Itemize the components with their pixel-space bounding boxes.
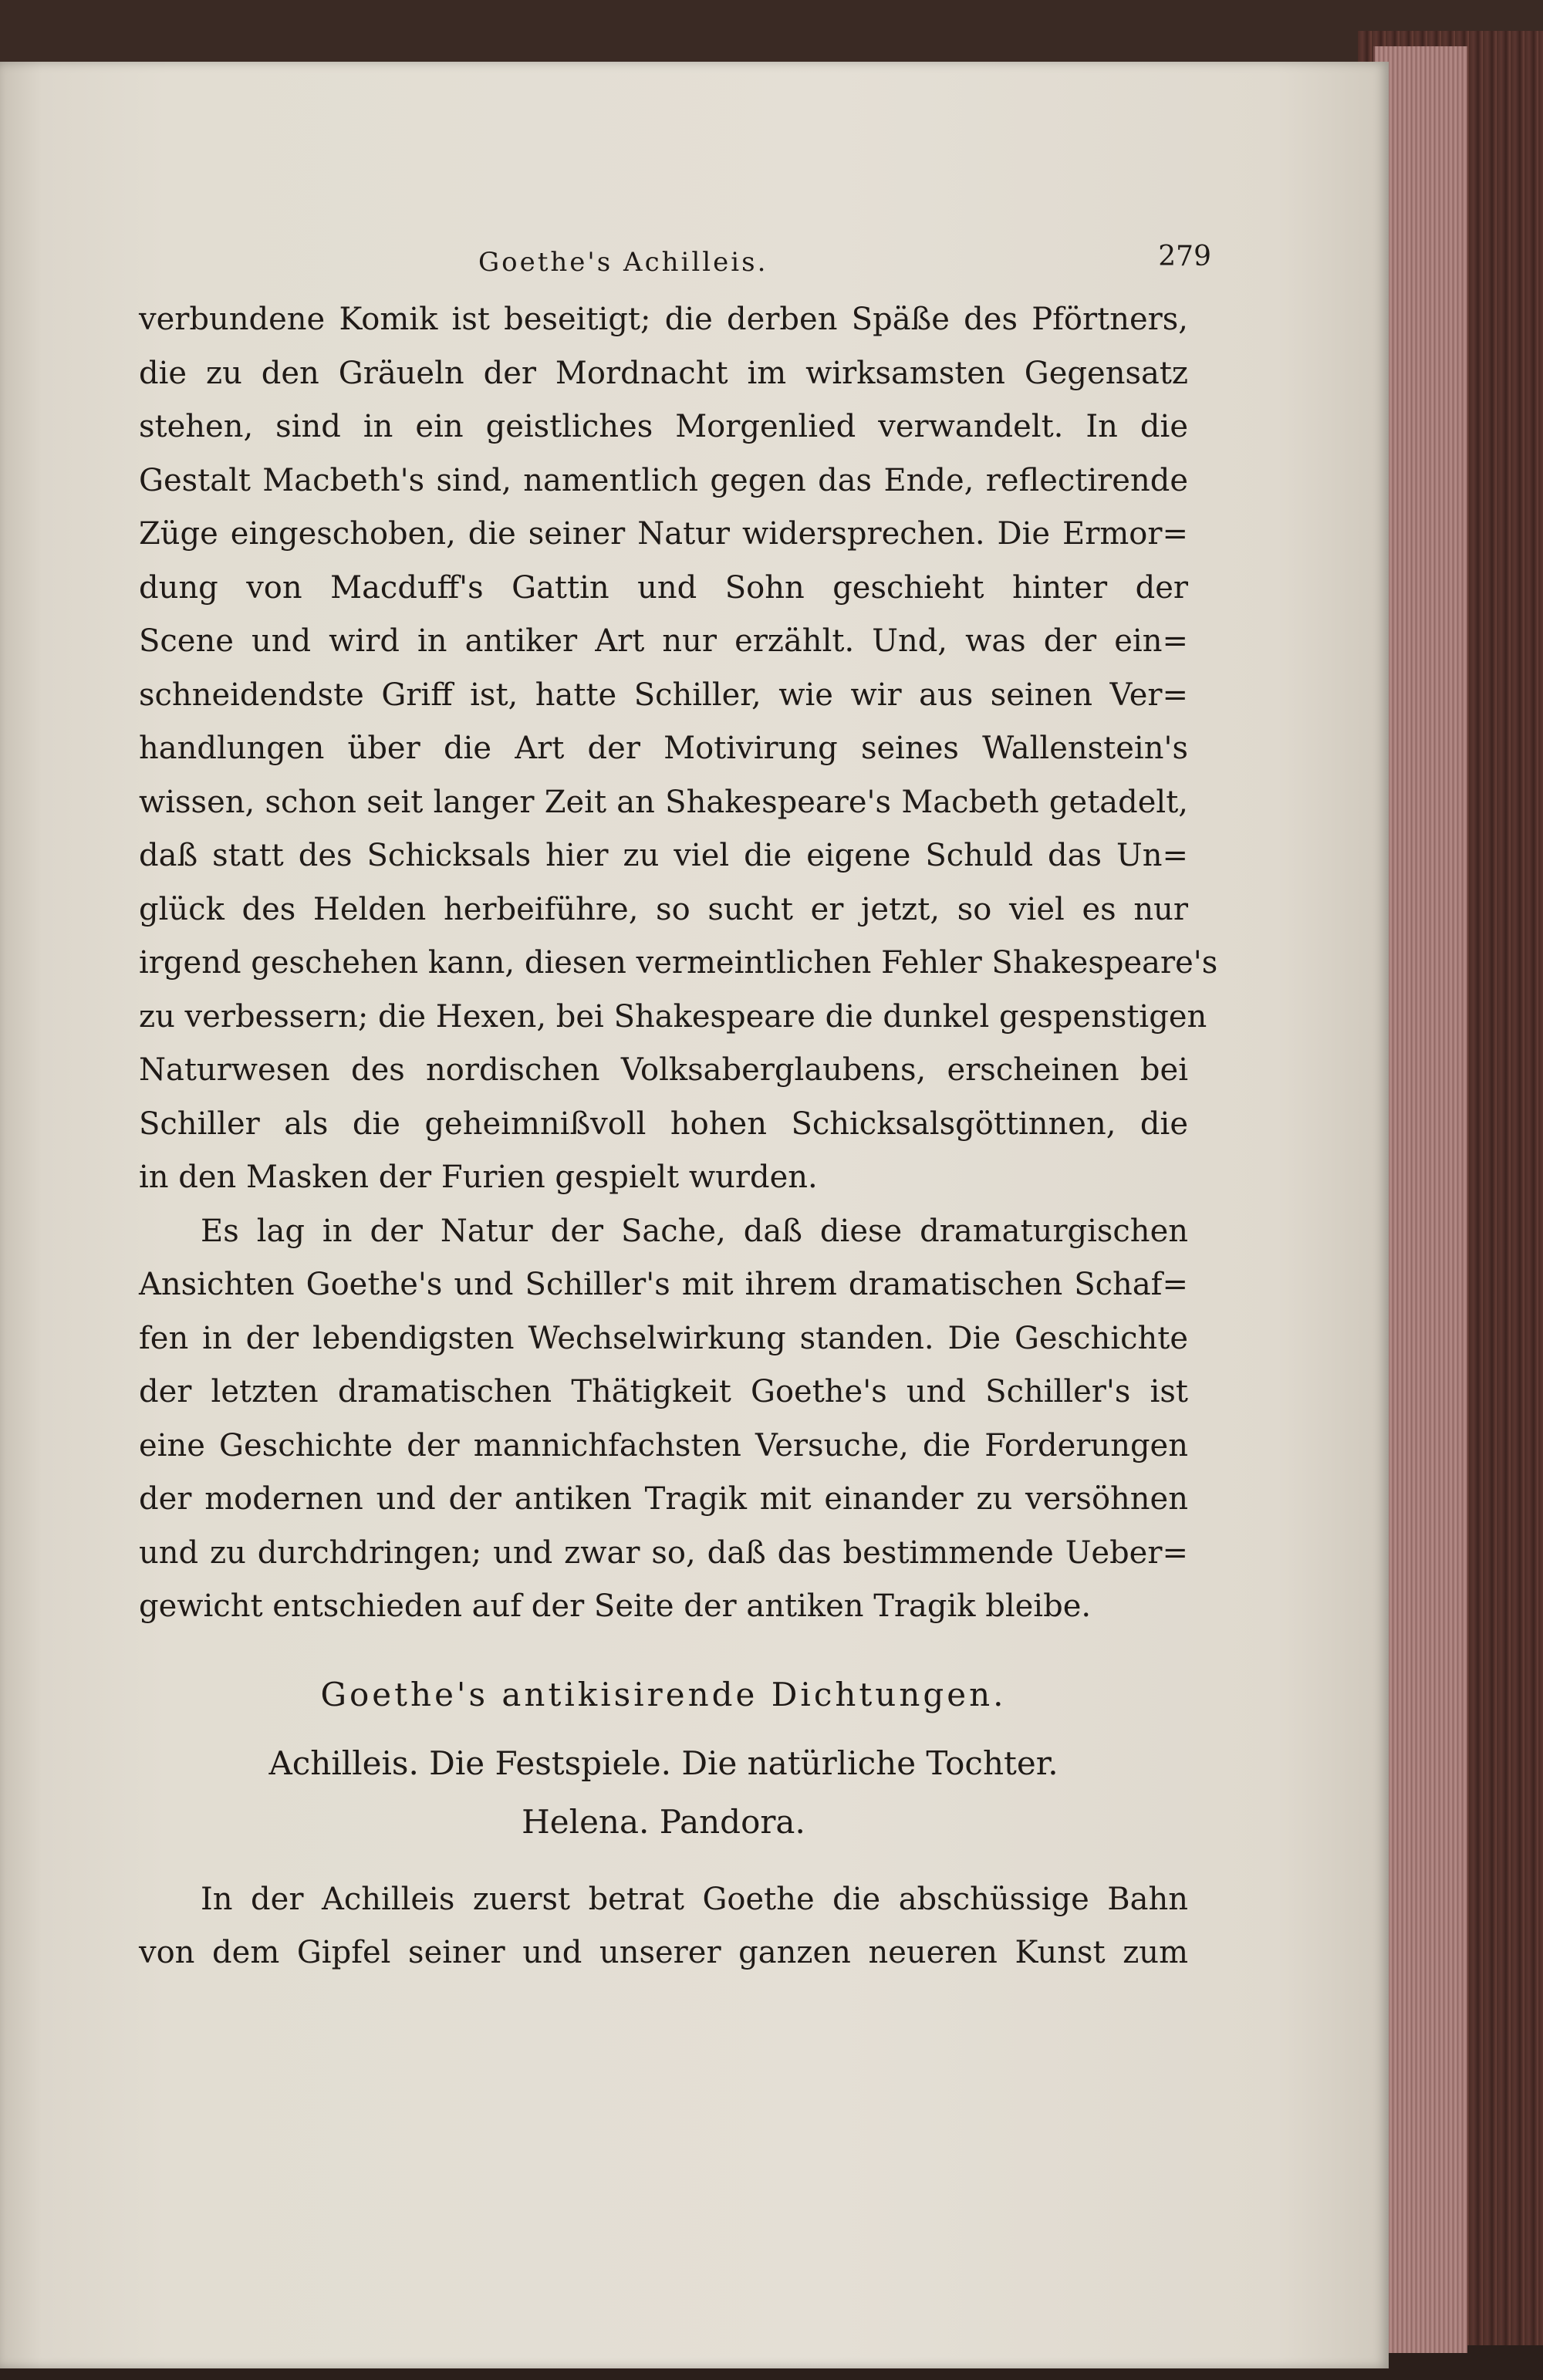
text-block <box>139 241 1218 1980</box>
section-subtitle: Achilleis. Die Festspiele. Die natürliche Tochter. <box>268 1744 1058 1782</box>
text-line: irgend geschehen kann, diesen vermeintlichen Fehler Shakespeare's <box>139 945 1218 981</box>
paragraph-3 <box>139 1873 1188 1980</box>
paragraph-1 <box>139 293 1218 1205</box>
text-line: daß statt des Schicksals hier zu viel die eigene Schuld das Un= <box>139 838 1188 873</box>
page-header <box>139 241 1211 293</box>
text-line: In der Achilleis zuerst betrat Goethe die abschüssige Bahn <box>201 1881 1188 1917</box>
text-line: verbundene Komik ist beseitigt; die derben Späße des Pförtners, <box>139 302 1188 337</box>
text-line: und zu durchdringen; und zwar so, daß das bestimmende Ueber= <box>139 1534 1188 1571</box>
text-line: Ansichten Goethe's und Schiller's mit ihrem dramatischen Schaf= <box>139 1267 1188 1302</box>
text-line: Gestalt Macbeth's sind, namentlich gegen das Ende, reflectirende <box>139 462 1188 498</box>
text-line: stehen, sind in ein geistliches Morgenlied verwandelt. In die <box>139 409 1188 444</box>
text-line: Es lag in der Natur der Sache, daß diese dramaturgischen <box>201 1213 1188 1249</box>
text-line: zu verbessern; die Hexen, bei Shakespeare die dunkel gespenstigen <box>139 998 1207 1035</box>
text-line: handlungen über die Art der Motivirung seines Wallenstein's <box>139 731 1188 766</box>
page-number: 279 <box>1158 241 1211 272</box>
text-line: glück des Helden herbeiführe, so sucht er jetzt, so viel es nur <box>139 891 1188 927</box>
section-subtitle: Helena. Pandora. <box>522 1802 805 1841</box>
running-title: Goethe's Achilleis. <box>478 247 768 278</box>
text-line: dung von Macduff's Gattin und Sohn geschieht hinter der <box>139 569 1188 606</box>
text-line: der letzten dramatischen Thätigkeit Goethe's und Schiller's ist <box>139 1374 1188 1409</box>
text-line: von dem Gipfel seiner und unserer ganzen neueren Kunst zum <box>139 1935 1188 1970</box>
text-line: der modernen und der antiken Tragik mit einander zu versöhnen <box>139 1481 1188 1517</box>
book-page <box>0 62 1389 2368</box>
text-line: eine Geschichte der mannichfachsten Versuche, die Forderungen <box>139 1427 1188 1463</box>
text-line: gewicht entschieden auf der Seite der antiken Tragik bleibe. <box>139 1588 1092 1624</box>
text-line: Schiller als die geheimnißvoll hohen Schicksalsgöttinnen, die <box>139 1106 1188 1142</box>
section-title: Goethe's antikisirende Dichtungen. <box>320 1675 1007 1713</box>
paragraph-2 <box>139 1205 1188 1634</box>
text-line: Züge eingeschoben, die seiner Natur widersprechen. Die Ermor= <box>139 516 1188 552</box>
text-line: wissen, schon seit langer Zeit an Shakespeare's Macbeth getadelt, <box>139 784 1188 820</box>
text-line: in den Masken der Furien gespielt wurden. <box>139 1160 818 1195</box>
text-line: die zu den Gräueln der Mordnacht im wirksamsten Gegensatz <box>139 355 1188 391</box>
text-line: Scene und wird in antiker Art nur erzählt. Und, was der ein= <box>139 623 1188 659</box>
text-line: fen in der lebendigsten Wechselwirkung standen. Die Geschichte <box>139 1320 1188 1356</box>
text-line: schneidendste Griff ist, hatte Schiller, wie wir aus seinen Ver= <box>139 677 1188 713</box>
spacer <box>139 1852 1188 1873</box>
text-line: Naturwesen des nordischen Volksaberglaubens, erscheinen bei <box>139 1052 1188 1088</box>
